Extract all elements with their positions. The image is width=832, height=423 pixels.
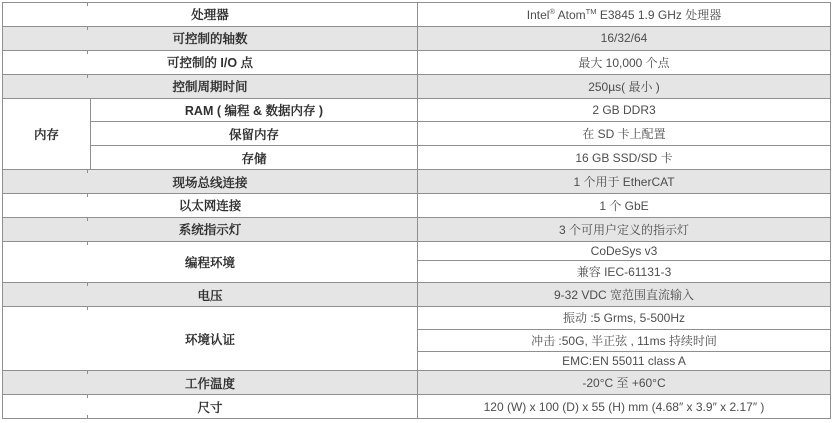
spec-value: 120 (W) x 100 (D) x 55 (H) mm (4.68″ x 3.9″ x 2.17″ ): [418, 395, 831, 419]
trademark-mark: TM: [585, 6, 597, 16]
registered-mark: ®: [549, 6, 555, 16]
spec-label: 保留内存: [91, 122, 418, 146]
table-row-dimensions: [3, 395, 831, 419]
spec-value: 250µs( 最小 ): [418, 74, 831, 98]
spec-label: 可控制的 I/O 点: [3, 50, 418, 74]
value-text: Atom: [554, 7, 586, 22]
table-row-cycle-time: [3, 74, 831, 98]
spec-value: 冲击 :50G, 半正弦 , 11ms 持续时间: [418, 329, 831, 352]
spec-value: 在 SD 卡上配置: [418, 122, 831, 146]
table-row-operating-temp: [3, 371, 831, 395]
spec-label: RAM ( 编程 & 数据内存 ): [91, 98, 418, 122]
table-row-retain-memory: [3, 122, 831, 146]
spec-label: 工作温度: [3, 371, 418, 395]
table-row-voltage: [3, 283, 831, 307]
table-row-fieldbus: [3, 170, 831, 194]
table-row-indicators: [3, 217, 831, 241]
spec-label: 可控制的轴数: [3, 26, 418, 50]
spec-value: 振动 :5 Grms, 5-500Hz: [418, 307, 831, 330]
table-row-programming-env: [3, 241, 831, 260]
spec-value: EMC:EN 55011 class A: [418, 352, 831, 371]
spec-value: 16/32/64: [418, 26, 831, 50]
spec-value: [418, 3, 831, 27]
value-text: Intel: [526, 7, 550, 22]
spec-label: 现场总线连接: [3, 170, 418, 194]
table-row-ram: [3, 98, 831, 122]
spec-value: -20°C 至 +60°C: [418, 371, 831, 395]
table-row-processor: [3, 3, 831, 27]
spec-label: 系统指示灯: [3, 217, 418, 241]
table-row-env-cert: [3, 307, 831, 330]
spec-value: 1 个 GbE: [418, 194, 831, 218]
spec-value: 2 GB DDR3: [418, 98, 831, 122]
spec-value: CoDeSys v3: [418, 241, 831, 260]
spec-value: 兼容 IEC-61131-3: [418, 260, 831, 283]
group-label-memory: 内存: [3, 98, 91, 170]
spec-label: 尺寸: [3, 395, 418, 419]
spec-label: 控制周期时间: [3, 74, 418, 98]
table-row-axes: [3, 26, 831, 50]
spec-value: 1 个用于 EtherCAT: [418, 170, 831, 194]
table-row-io-points: [3, 50, 831, 74]
spec-label: 以太网连接: [3, 194, 418, 218]
spec-label: 电压: [3, 283, 418, 307]
spec-value: 16 GB SSD/SD 卡: [418, 146, 831, 170]
table-row-storage: [3, 146, 831, 170]
spec-value: 9-32 VDC 宽范围直流输入: [418, 283, 831, 307]
spec-label: 存储: [91, 146, 418, 170]
spec-label: 编程环境: [3, 241, 418, 282]
spec-label: 处理器: [3, 3, 418, 27]
spec-table: [2, 2, 831, 419]
value-text: E3845 1.9 GHz 处理器: [596, 7, 722, 22]
spec-label: 环境认证: [3, 307, 418, 371]
spec-value: 3 个可用户定义的指示灯: [418, 217, 831, 241]
spec-value: 最大 10,000 个点: [418, 50, 831, 74]
table-row-ethernet: [3, 194, 831, 218]
